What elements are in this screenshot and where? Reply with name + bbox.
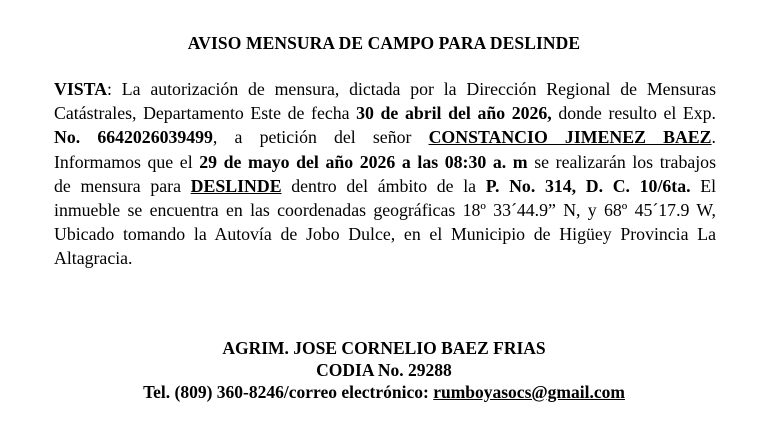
authorization-date: 30 de abril del año 2026,: [356, 103, 552, 124]
codia-number: CODIA No. 29288: [316, 360, 452, 380]
body-text-segment: Informamos que el: [54, 151, 200, 172]
body-text-segment: .: [711, 127, 716, 148]
body-text-segment: de mensura para: [54, 175, 191, 196]
vista-label: VISTA: [54, 79, 108, 99]
body-line-3: [54, 125, 716, 149]
expedient-number: 6642026039499: [97, 127, 213, 148]
body-text-segment: dentro del ámbito de la: [281, 175, 486, 196]
body-line-1: [54, 77, 716, 101]
signature-block: [0, 337, 768, 403]
notice-body: [54, 77, 716, 271]
body-line-6: [54, 198, 716, 222]
work-date: 29 de mayo del año 2026 a las 08:30 a. m: [199, 151, 528, 172]
coordinates-text: inmueble se encuentra en las coordenadas geográficas 18º 33´44.9” N, y 68º 45´17.9 W,: [54, 200, 716, 221]
expedient-label: No.: [54, 127, 81, 148]
body-text-segment: donde resulto el Exp.: [551, 103, 716, 124]
surveyor-name: AGRIM. JOSE CORNELIO BAEZ FRIAS: [222, 338, 546, 358]
body-line-7: [54, 222, 716, 246]
location-text-end: Altagracia.: [54, 248, 133, 269]
contact-line: [0, 381, 768, 403]
work-type: DESLINDE: [190, 175, 282, 196]
parcel-subdivision: 10/6ta.: [639, 175, 691, 196]
applicant-name: CONSTANCIO JIMENEZ BAEZ: [428, 127, 712, 148]
email-link[interactable]: rumboyasocs@gmail.com: [433, 382, 625, 402]
body-text-segment: se realizarán los trabajos: [527, 151, 716, 172]
body-text-segment: El: [690, 175, 717, 196]
body-text-segment: : La autorización de mensura, dictada por la Dirección Regional de Mensuras: [107, 79, 716, 99]
body-text-segment: Catástrales, Departamento Este de fecha: [54, 103, 357, 124]
document-title: AVISO MENSURA DE CAMPO PARA DESLINDE: [187, 33, 581, 53]
body-line-2: [54, 101, 716, 125]
body-text-segment: , a petición del señor: [212, 127, 429, 148]
body-line-4: [54, 150, 716, 174]
contact-phone: Tel. (809) 360-8246/correo electrónico:: [143, 382, 434, 402]
body-line-8: [54, 246, 716, 270]
location-text: Ubicado tomando la Autovía de Jobo Dulce, en el Municipio de Higüey Provincia La: [54, 224, 716, 245]
body-line-5: [54, 174, 716, 198]
parcel-number: P. No. 314, D. C.: [485, 175, 630, 196]
